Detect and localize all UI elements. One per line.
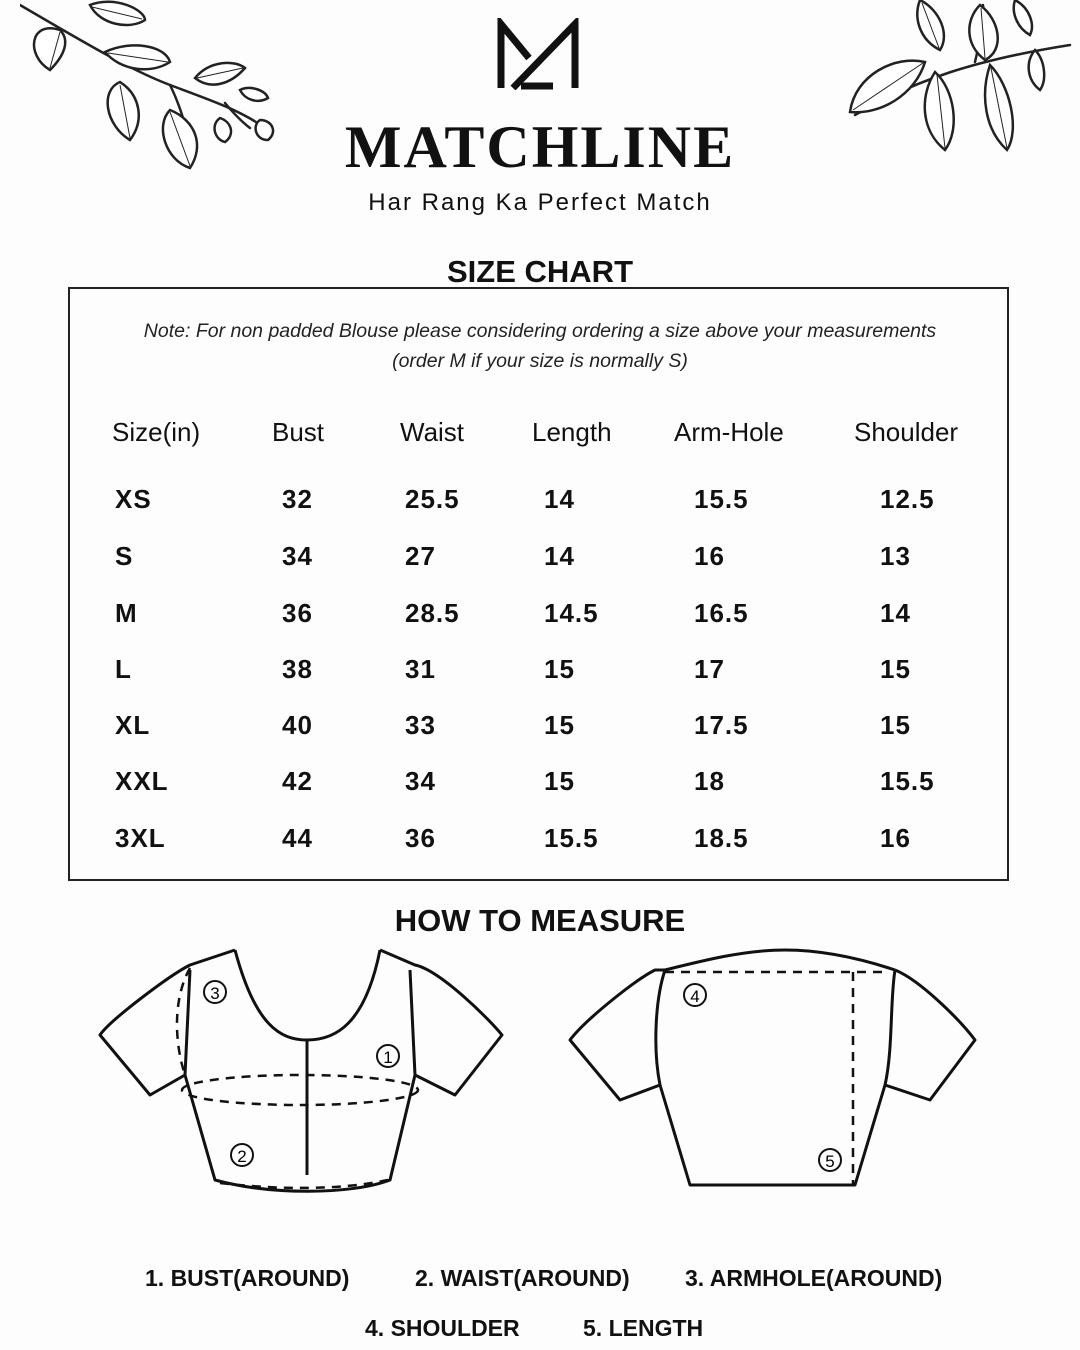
- legend-shoulder: 4. SHOULDER: [365, 1315, 520, 1341]
- column-header-armhole: Arm-Hole: [674, 417, 784, 447]
- table-cell-bust: 40: [282, 710, 313, 740]
- table-cell-armhole: 16: [694, 541, 725, 571]
- legend-armhole: 3. ARMHOLE(AROUND): [685, 1265, 943, 1291]
- size-chart-title: SIZE CHART: [447, 254, 633, 289]
- column-header-waist: Waist: [400, 417, 465, 447]
- table-cell-bust: 36: [282, 598, 313, 628]
- marker-1: [377, 1045, 399, 1067]
- table-cell-length: 15: [544, 766, 575, 796]
- table-cell-waist: 27: [405, 541, 436, 571]
- marker-2: [231, 1144, 253, 1166]
- svg-text:3: 3: [210, 984, 220, 1003]
- table-cell-size: XL: [115, 710, 151, 740]
- table-cell-shoulder: 15: [880, 710, 911, 740]
- table-cell-length: 14.5: [544, 598, 599, 628]
- size-chart-box: [68, 287, 1009, 881]
- table-cell-armhole: 18: [694, 766, 725, 796]
- table-cell-size: S: [115, 541, 134, 571]
- table-cell-shoulder: 15: [880, 654, 911, 684]
- ml-monogram-icon: [495, 18, 585, 90]
- table-cell-size: XS: [115, 484, 152, 514]
- table-cell-length: 15: [544, 654, 575, 684]
- blouse-back-diagram: [565, 940, 995, 1200]
- table-cell-armhole: 17: [694, 654, 725, 684]
- table-cell-waist: 31: [405, 654, 436, 684]
- table-cell-shoulder: 16: [880, 823, 911, 853]
- svg-text:4: 4: [690, 987, 700, 1006]
- table-cell-waist: 36: [405, 823, 436, 853]
- brand-tagline: Har Rang Ka Perfect Match: [368, 189, 712, 216]
- column-header-length: Length: [532, 417, 612, 447]
- table-cell-armhole: 17.5: [694, 710, 749, 740]
- legend-length: 5. LENGTH: [583, 1315, 704, 1341]
- table-cell-shoulder: 15.5: [880, 766, 935, 796]
- svg-text:5: 5: [825, 1152, 835, 1171]
- table-cell-armhole: 18.5: [694, 823, 749, 853]
- column-header-shoulder: Shoulder: [854, 417, 959, 447]
- table-cell-bust: 32: [282, 484, 313, 514]
- table-cell-size: XXL: [115, 766, 169, 796]
- marker-5: [819, 1149, 841, 1171]
- table-cell-length: 14: [544, 541, 575, 571]
- table-cell-waist: 33: [405, 710, 436, 740]
- legend-waist: 2. WAIST(AROUND): [415, 1265, 630, 1291]
- table-cell-size: M: [115, 598, 138, 628]
- size-note: Note: For non padded Blouse please considering ordering a size above your measurements: [143, 320, 937, 342]
- column-header-size: Size(in): [112, 417, 201, 447]
- how-to-measure-title: HOW TO MEASURE: [394, 903, 686, 938]
- table-cell-length: 15: [544, 710, 575, 740]
- table-cell-bust: 34: [282, 541, 313, 571]
- table-cell-shoulder: 14: [880, 598, 911, 628]
- table-cell-shoulder: 12.5: [880, 484, 935, 514]
- table-cell-length: 14: [544, 484, 575, 514]
- table-cell-size: L: [115, 654, 132, 684]
- svg-text:1: 1: [383, 1048, 393, 1067]
- table-cell-size: 3XL: [115, 823, 166, 853]
- legend-bust: 1. BUST(AROUND): [145, 1265, 350, 1291]
- size-note-example: (order M if your size is normally S): [392, 350, 688, 372]
- table-cell-waist: 34: [405, 766, 436, 796]
- blouse-front-diagram: [90, 940, 530, 1200]
- table-cell-bust: 42: [282, 766, 313, 796]
- table-cell-armhole: 15.5: [694, 484, 749, 514]
- svg-text:2: 2: [237, 1147, 247, 1166]
- table-cell-waist: 28.5: [405, 598, 460, 628]
- table-cell-shoulder: 13: [880, 541, 911, 571]
- table-cell-bust: 38: [282, 654, 313, 684]
- table-cell-bust: 44: [282, 823, 313, 853]
- brand-name: MATCHLINE: [344, 114, 736, 180]
- table-cell-armhole: 16.5: [694, 598, 749, 628]
- table-cell-length: 15.5: [544, 823, 599, 853]
- marker-3: [204, 981, 226, 1003]
- column-header-bust: Bust: [272, 417, 325, 447]
- marker-4: [684, 984, 706, 1006]
- table-cell-waist: 25.5: [405, 484, 460, 514]
